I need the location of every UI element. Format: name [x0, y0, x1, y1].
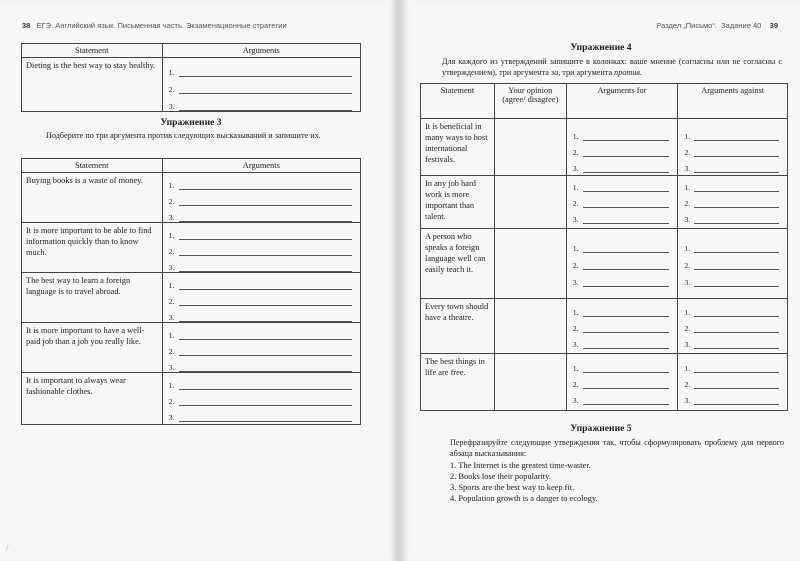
statement-text: The best way to learn a foreign language is to travel abroad. — [26, 276, 131, 296]
exercise-3-instruction: Подберите по три аргумента против следующих высказываний и запишите их. — [46, 131, 321, 140]
statement-text: It is more important to be able to find information quickly than to know much. — [26, 226, 152, 257]
argument-line-3[interactable]: 3. — [169, 312, 352, 322]
argument-against-line-1[interactable]: 1. — [684, 307, 779, 317]
left-running-head — [22, 21, 287, 30]
right-running-head — [656, 21, 778, 30]
argument-line-1[interactable]: 1. — [169, 380, 352, 390]
argument-line-2[interactable]: 2. — [169, 246, 352, 256]
table-row — [22, 273, 361, 323]
col-statement-header: Statement — [22, 159, 163, 173]
argument-line-3[interactable]: 3. — [169, 362, 352, 372]
exercise-5-title: Упражнение 5 — [570, 423, 632, 434]
exercise-5-list — [450, 461, 784, 505]
exercise-5-instruction: Перефразируйте следующие утверждения так, чтобы сформулировать проблему для первого абзаца высказывания: — [450, 438, 784, 459]
left-running-title: ЕГЭ. Английский язык. Письменная часть. Экзаменационные стратегии — [36, 21, 287, 30]
argument-against-line-2[interactable]: 2. — [684, 147, 779, 157]
col-statement-header: Statement — [22, 44, 163, 58]
left-page-number: 38 — [22, 21, 31, 30]
opinion-cell[interactable] — [494, 299, 566, 354]
opinion-cell[interactable] — [494, 176, 566, 229]
argument-against-line-2[interactable]: 2. — [684, 260, 779, 270]
list-item: 2. Books lose their popularity. — [450, 471, 551, 481]
argument-against-line-1[interactable]: 1. — [684, 182, 779, 192]
argument-line-3[interactable]: 3. — [169, 262, 352, 272]
for-word: за, — [550, 68, 561, 78]
opinion-cell[interactable] — [494, 229, 566, 299]
argument-for-line-3[interactable]: 3. — [573, 395, 670, 405]
exercise-4-title: Упражнение 4 — [570, 42, 632, 53]
argument-for-line-3[interactable]: 3. — [573, 163, 670, 173]
argument-line-1[interactable]: 1. — [169, 180, 352, 190]
argument-against-line-3[interactable]: 3. — [684, 339, 779, 349]
statement-text: In any job hard work is more important than talent. — [425, 179, 476, 221]
argument-against-line-3[interactable]: 3. — [684, 395, 779, 405]
table-row — [421, 176, 788, 229]
right-running-task: Задание 40 — [721, 21, 762, 30]
argument-line-2[interactable]: 2. — [169, 396, 352, 406]
argument-against-line-3[interactable]: 3. — [684, 163, 779, 173]
argument-line-1[interactable]: 1. — [169, 67, 352, 77]
argument-for-line-1[interactable]: 1. — [573, 182, 670, 192]
argument-for-line-3[interactable]: 3. — [573, 214, 670, 224]
right-page-number: 39 — [769, 21, 778, 30]
col-arguments-header: Arguments — [162, 159, 360, 173]
col-arguments-header: Arguments — [162, 44, 360, 58]
exercise-4-instruction: Для каждого из утверждений запишите в колонках: ваше мнение (согласны или не согласны с утверждением), три аргумента за, три аргумента против. — [442, 57, 782, 78]
argument-against-line-1[interactable]: 1. — [684, 131, 779, 141]
table-row — [22, 58, 361, 112]
right-page — [402, 0, 800, 561]
argument-against-line-3[interactable]: 3. — [684, 214, 779, 224]
argument-for-line-1[interactable]: 1. — [573, 307, 670, 317]
statement-text: Every town should have a theatre. — [425, 302, 489, 322]
col-opinion-header: Your opinion (agree/ disagree) — [494, 84, 566, 119]
list-item: 3. Sports are the best way to keep fit. — [450, 482, 575, 492]
statement-text: Buying books is a waste of money. — [26, 176, 143, 185]
argument-for-line-2[interactable]: 2. — [573, 379, 670, 389]
argument-line-2[interactable]: 2. — [169, 346, 352, 356]
table-row — [22, 373, 361, 425]
argument-against-line-2[interactable]: 2. — [684, 379, 779, 389]
argument-line-1[interactable]: 1. — [169, 330, 352, 340]
argument-for-line-1[interactable]: 1. — [573, 243, 670, 253]
col-arguments-for-header: Arguments for — [566, 84, 678, 119]
exercise-3-table — [21, 158, 361, 425]
argument-line-2[interactable]: 2. — [169, 84, 352, 94]
argument-for-line-2[interactable]: 2. — [573, 147, 670, 157]
argument-for-line-1[interactable]: 1. — [573, 131, 670, 141]
exercise-4-table — [420, 83, 788, 411]
table-row — [22, 173, 361, 223]
table-row — [22, 323, 361, 373]
argument-for-line-3[interactable]: 3. — [573, 277, 670, 287]
statement-text: It is more important to have a well-paid job than a job you really like. — [26, 326, 145, 346]
argument-against-line-2[interactable]: 2. — [684, 198, 779, 208]
statement-text: Dieting is the best way to stay healthy. — [26, 61, 156, 70]
argument-for-line-2[interactable]: 2. — [573, 323, 670, 333]
against-word: против. — [614, 68, 643, 78]
argument-against-line-1[interactable]: 1. — [684, 363, 779, 373]
argument-for-line-1[interactable]: 1. — [573, 363, 670, 373]
table-row — [421, 119, 788, 176]
list-item: 1. The Internet is the greatest time-waster. — [450, 461, 591, 470]
col-arguments-against-header: Arguments against — [678, 84, 788, 119]
argument-for-line-2[interactable]: 2. — [573, 198, 670, 208]
statement-text: It is beneficial in many ways to host international festivals. — [425, 122, 488, 164]
top-statement-table — [21, 43, 361, 112]
argument-against-line-2[interactable]: 2. — [684, 323, 779, 333]
exercise-3-title: Упражнение 3 — [160, 117, 222, 128]
argument-line-1[interactable]: 1. — [169, 230, 352, 240]
statement-text: The best things in life are free. — [425, 357, 485, 377]
argument-line-3[interactable]: 3. — [169, 412, 352, 422]
list-item: 4. Population growth is a danger to ecology. — [450, 493, 598, 503]
table-row — [22, 223, 361, 273]
page-corner-mark: / — [6, 543, 9, 553]
left-page — [0, 0, 396, 561]
statement-text: A person who speaks a foreign language well can easily teach it. — [425, 232, 486, 274]
right-running-section: Раздел „Письмо“. — [656, 21, 717, 30]
table-row — [421, 229, 788, 299]
argument-against-line-1[interactable]: 1. — [684, 243, 779, 253]
argument-line-2[interactable]: 2. — [169, 196, 352, 206]
argument-for-line-3[interactable]: 3. — [573, 339, 670, 349]
argument-for-line-2[interactable]: 2. — [573, 260, 670, 270]
argument-against-line-3[interactable]: 3. — [684, 277, 779, 287]
argument-line-3[interactable]: 3. — [169, 212, 352, 222]
argument-line-1[interactable]: 1. — [169, 280, 352, 290]
table-row — [421, 354, 788, 411]
opinion-cell[interactable] — [494, 119, 566, 176]
opinion-cell[interactable] — [494, 354, 566, 411]
statement-text: It is important to always wear fashionable clothes. — [26, 376, 126, 396]
argument-line-3[interactable]: 3. — [169, 101, 352, 111]
argument-line-2[interactable]: 2. — [169, 296, 352, 306]
col-statement-header: Statement — [421, 84, 495, 119]
table-row — [421, 299, 788, 354]
